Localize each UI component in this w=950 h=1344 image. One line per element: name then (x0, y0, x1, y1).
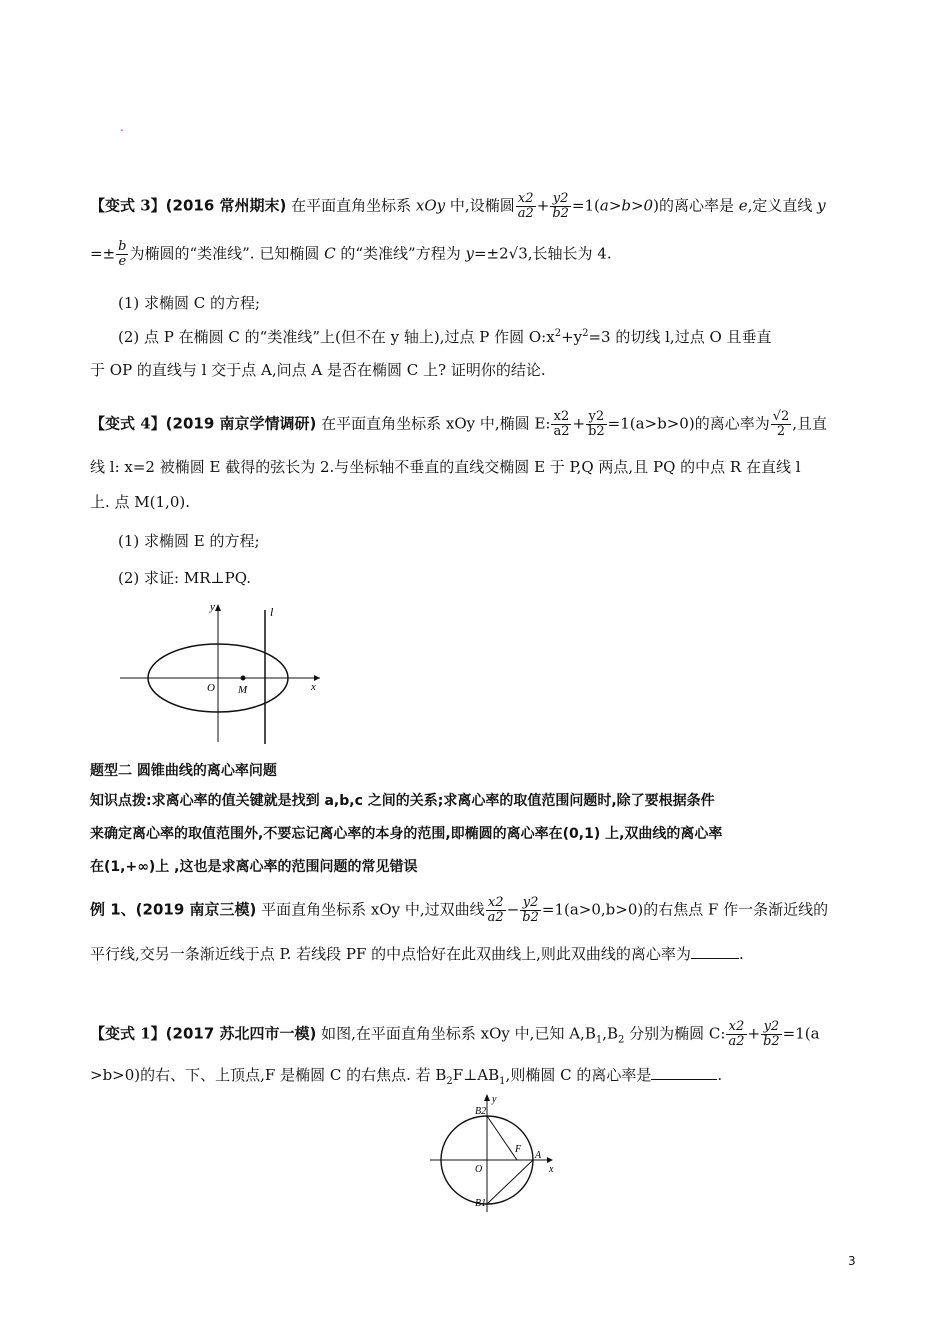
label-m: M (238, 684, 248, 696)
variant4-tag: 【变式 4】 (90, 414, 166, 433)
text: ,定义直线 (747, 196, 818, 215)
variant3-source: (2016 常州期末) (165, 196, 287, 215)
label-o: O (475, 1164, 483, 1175)
text: 平行线,交另一条渐近线于点 P. 若线段 PF 的中点恰好在此双曲线上,则此双曲线的离心率为 (90, 945, 691, 963)
example1-line2 (90, 943, 744, 964)
text: (2) 点 P 在椭圆 C 的“类准线”上(但不在 y 轴上),过点 P 作圆 O:x (118, 328, 555, 346)
section-title: 题型二 圆锥曲线的离心率问题 (90, 763, 277, 779)
sub: 2 (618, 1034, 625, 1046)
text: − (506, 900, 520, 919)
page-number: 3 (848, 1254, 856, 1268)
text: 分别为椭圆 C: (624, 1024, 726, 1043)
variant4-q1: (1) 求椭圆 E 的方程; (118, 532, 260, 550)
text: + (536, 196, 550, 215)
example1-line1 (90, 896, 828, 925)
sub: 2 (446, 1076, 453, 1087)
label-f: F (515, 1144, 522, 1155)
sqrt: √3 (508, 244, 528, 263)
variant1-source: (2017 苏北四市一模) (165, 1024, 317, 1043)
label-x: x (549, 1164, 554, 1175)
label-b1: B1 (475, 1198, 487, 1209)
x-axis-arrow-icon (547, 1157, 553, 1163)
variant3-tag: 【变式 3】 (90, 196, 166, 215)
text: =1( (571, 196, 600, 215)
label-y: y (492, 1094, 497, 1105)
text: =± (90, 244, 116, 263)
segment-ab1 (487, 1160, 533, 1204)
fraction-x2-a2: $\frac{x2}{a2}$ (728, 1019, 745, 1049)
variant4-line2: 线 l: x=2 被椭圆 E 截得的弦长为 2.与坐标轴不垂直的直线交椭圆 E 于 P,Q 两点,且 PQ 的中点 R 在直线 l (90, 458, 801, 476)
page-dot: . (120, 120, 124, 134)
sup: 2 (554, 328, 562, 339)
text: + (572, 414, 586, 433)
text: 的“类准线”方程为 (335, 244, 466, 263)
variant4-line1 (90, 410, 827, 439)
text: y (465, 244, 474, 263)
variant3-q2-cont: 于 OP 的直线与 l 交于点 A,问点 A 是否在椭圆 C 上? 证明你的结论. (90, 361, 546, 379)
text: =1(a>b>0)的离心率为 (607, 414, 770, 433)
ellipse-figure-2 (425, 1092, 565, 1214)
text: ,则椭圆 C 的离心率是 (505, 1066, 652, 1084)
fraction-sqrt2-2: $\frac{√2}{2}$ (772, 409, 790, 439)
text: =1(a>0,b>0)的右焦点 F 作一条渐近线的 (541, 900, 829, 919)
text: >b>0)的右、下、上顶点,F 是椭圆 C 的右焦点. 若 B (90, 1066, 447, 1084)
label-x: x (311, 681, 316, 693)
label-o: O (207, 682, 215, 694)
variant4-source: (2019 南京学情调研) (165, 414, 317, 433)
label-y: y (210, 601, 215, 613)
text: a>b>0 (599, 196, 654, 215)
text: =±2 (473, 244, 509, 263)
text: ,B (602, 1024, 619, 1043)
answer-blank[interactable] (651, 1079, 717, 1080)
text: =1(a (782, 1024, 820, 1043)
knowledge-line1: 知识点拨:求离心率的值关键就是找到 a,b,c 之间的关系;求离心率的取值范围问题时,除了要根据条件 (90, 793, 715, 809)
variant4-q2: (2) 求证: MR⊥PQ. (118, 569, 252, 587)
sub: 1 (595, 1034, 603, 1046)
y-axis-arrow-icon (215, 604, 221, 611)
variant1-line2 (90, 1064, 722, 1087)
label-b2: B2 (475, 1106, 487, 1117)
sub: 1 (499, 1076, 506, 1087)
text: +y (561, 328, 583, 346)
knowledge-line3: 在(1,+∞)上 ,这也是求离心率的范围问题的常见错误 (90, 859, 418, 875)
text: xOy (415, 196, 446, 215)
knowledge-line2: 来确定离心率的取值范围外,不要忘记离心率的本身的范围,即椭圆的离心率在(0,1) 上,双曲线的离心率 (90, 826, 723, 842)
text: y (817, 196, 826, 215)
text: 为椭圆的“类准线”. 已知椭圆 (129, 244, 325, 263)
text: 如图,在平面直角坐标系 xOy 中,已知 A,B (321, 1024, 596, 1043)
fraction-y2-b2: $\frac{y2}{b2}$ (522, 895, 539, 925)
text: e (738, 196, 748, 215)
variant3-line1 (90, 192, 826, 221)
text: C (324, 244, 336, 263)
variant3-line2 (90, 240, 612, 269)
fraction-x2-a2: $\frac{x2}{a2}$ (517, 191, 534, 221)
variant3-q1: (1) 求椭圆 C 的方程; (118, 294, 261, 312)
label-l: l (270, 605, 274, 619)
variant1-line1 (90, 1020, 820, 1049)
text: ,长轴长为 4. (527, 244, 612, 263)
y-axis-arrow-icon (484, 1094, 490, 1101)
point-m (241, 676, 246, 681)
text: 中,设椭圆 (445, 196, 515, 215)
sup: 2 (582, 328, 589, 339)
text: 在平面直角坐标系 xOy 中,椭圆 E: (321, 414, 551, 433)
text: =3 的切线 l,过点 O 且垂直 (588, 328, 772, 346)
fraction-x2-a2: $\frac{x2}{a2}$ (553, 409, 570, 439)
answer-blank[interactable] (691, 958, 739, 959)
fraction-b-e: $\frac{b}{e}$ (118, 239, 127, 269)
variant1-tag: 【变式 1】 (90, 1024, 166, 1043)
text: . (738, 945, 744, 963)
text: + (747, 1024, 761, 1043)
fraction-y2-b2: $\frac{y2}{b2}$ (588, 409, 605, 439)
ellipse-figure-1 (110, 598, 330, 748)
fraction-y2-b2: $\frac{y2}{b2}$ (552, 191, 569, 221)
label-a: A (535, 1150, 542, 1161)
text: . (717, 1066, 723, 1084)
text: 在平面直角坐标系 (291, 196, 416, 215)
fraction-y2-b2: $\frac{y2}{b2}$ (763, 1019, 780, 1049)
example1-tag: 例 1、(2019 南京三模) (90, 900, 257, 919)
text: )的离心率是 (653, 196, 739, 215)
variant4-line3: 上. 点 M(1,0). (90, 493, 190, 511)
text: ,且直 (792, 414, 828, 433)
text: 平面直角坐标系 xOy 中,过双曲线 (261, 900, 485, 919)
fraction-x2-a2: $\frac{x2}{a2}$ (487, 895, 504, 925)
text: F⊥AB (452, 1066, 500, 1084)
variant3-q2 (118, 326, 772, 347)
